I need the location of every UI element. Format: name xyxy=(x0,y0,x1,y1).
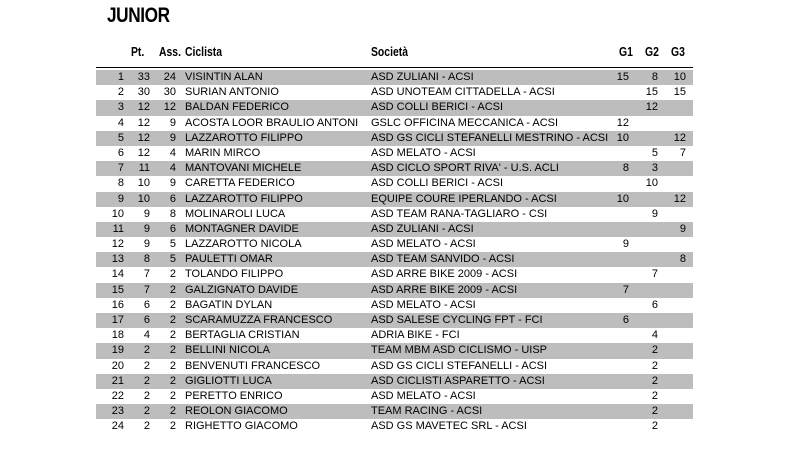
cell-position: 22 xyxy=(111,389,124,402)
cell-rider-name: BERTAGLIA CRISTIAN xyxy=(185,329,300,342)
table-row xyxy=(96,419,693,434)
cell-team: ASD UNOTEAM CITTADELLA - ACSI xyxy=(371,86,555,99)
cell-rider-name: REOLON GIACOMO xyxy=(185,405,288,418)
cell-position: 12 xyxy=(111,238,124,251)
table-row xyxy=(96,343,693,358)
cell-points: 2 xyxy=(143,420,150,433)
cell-position: 3 xyxy=(117,101,124,114)
cell-position: 17 xyxy=(111,314,124,326)
table-row xyxy=(96,359,693,374)
cell-position: 15 xyxy=(111,283,124,296)
cell-rider-name: GIGLIOTTI LUCA xyxy=(185,374,272,387)
cell-g2: 2 xyxy=(651,405,658,418)
cell-g1: 6 xyxy=(622,314,629,326)
cell-ass: 4 xyxy=(169,146,176,159)
cell-team: ASD GS MAVETEC SRL - ACSI xyxy=(371,420,527,433)
cell-position: 21 xyxy=(111,374,124,387)
cell-team: ADRIA BIKE - FCI xyxy=(371,329,460,342)
cell-points: 11 xyxy=(138,162,150,175)
header-ass: Ass. xyxy=(159,44,181,59)
cell-points: 8 xyxy=(143,253,150,266)
results-table xyxy=(96,70,693,435)
cell-team: ASD ARRE BIKE 2009 - ACSI xyxy=(371,283,518,296)
cell-team: ASD MELATO - ACSI xyxy=(371,298,476,311)
cell-points: 33 xyxy=(137,71,150,83)
table-row xyxy=(96,176,693,191)
cell-team: ASD SALESE CYCLING FPT - FCI xyxy=(371,314,543,326)
cell-rider-name: BALDAN FEDERICO xyxy=(185,101,289,114)
cell-ass: 6 xyxy=(169,192,176,205)
cell-team: EQUIPE COURE IPERLANDO - ACSI xyxy=(371,192,557,205)
table-row xyxy=(96,267,693,282)
cell-rider-name: LAZZAROTTO NICOLA xyxy=(185,238,302,251)
cell-rider-name: PERETTO ENRICO xyxy=(185,389,283,402)
table-row xyxy=(96,85,693,100)
header-g1: G1 xyxy=(619,44,633,59)
cell-position: 5 xyxy=(117,131,124,144)
cell-team: TEAM MBM ASD CICLISMO - UISP xyxy=(371,344,548,357)
cell-team: ASD MELATO - ACSI xyxy=(371,238,476,251)
cell-ass: 5 xyxy=(169,238,176,251)
cell-team: ASD ARRE BIKE 2009 - ACSI xyxy=(371,268,518,281)
cell-ass: 2 xyxy=(169,314,176,326)
cell-rider-name: ACOSTA LOOR BRAULIO ANTONI xyxy=(185,116,359,129)
cell-ass: 24 xyxy=(163,71,176,83)
cell-g2: 2 xyxy=(651,374,658,387)
cell-points: 6 xyxy=(143,314,150,326)
cell-g3: 10 xyxy=(673,71,686,83)
cell-g3: 15 xyxy=(673,86,686,99)
cell-ass: 9 xyxy=(169,177,176,190)
cell-rider-name: MARIN MIRCO xyxy=(185,146,261,159)
cell-g1: 10 xyxy=(616,192,629,205)
cell-g1: 9 xyxy=(622,238,629,251)
cell-points: 7 xyxy=(143,268,150,281)
cell-points: 7 xyxy=(143,283,150,296)
cell-ass: 9 xyxy=(169,131,176,144)
page-title: JUNIOR xyxy=(107,4,170,27)
cell-points: 9 xyxy=(143,207,150,220)
table-row xyxy=(96,374,693,389)
cell-g2: 2 xyxy=(651,389,658,402)
cell-ass: 6 xyxy=(169,222,176,235)
cell-points: 9 xyxy=(143,222,150,235)
cell-team: ASD MELATO - ACSI xyxy=(371,389,476,402)
cell-ass: 2 xyxy=(169,374,176,387)
cell-g2: 6 xyxy=(651,298,658,311)
cell-rider-name: SCARAMUZZA FRANCESCO xyxy=(185,314,333,326)
cell-rider-name: LAZZAROTTO FILIPPO xyxy=(185,192,303,205)
header-pt: Pt. xyxy=(131,44,145,59)
cell-ass: 2 xyxy=(169,405,176,418)
cell-rider-name: BENVENUTI FRANCESCO xyxy=(185,359,321,372)
cell-team: ASD MELATO - ACSI xyxy=(371,146,476,159)
cell-g3: 9 xyxy=(679,222,686,235)
table-row xyxy=(96,404,693,419)
table-row xyxy=(96,283,693,298)
cell-g2: 3 xyxy=(651,162,658,175)
cell-position: 16 xyxy=(111,298,124,311)
cell-rider-name: MONTAGNER DAVIDE xyxy=(185,222,299,235)
cell-ass: 5 xyxy=(169,253,176,266)
table-row xyxy=(96,313,693,328)
cell-position: 9 xyxy=(117,192,124,205)
table-row xyxy=(96,252,693,267)
cell-rider-name: BAGATIN DYLAN xyxy=(185,298,273,311)
cell-team: ASD CICLO SPORT RIVA' - U.S. ACLI xyxy=(371,162,559,175)
cell-position: 8 xyxy=(117,177,124,190)
cell-rider-name: PAULETTI OMAR xyxy=(185,253,273,266)
cell-points: 12 xyxy=(137,101,150,114)
table-row xyxy=(96,328,693,343)
cell-g3: 12 xyxy=(673,192,686,205)
cell-points: 12 xyxy=(137,146,150,159)
header-divider xyxy=(96,67,693,68)
cell-points: 10 xyxy=(137,177,150,190)
cell-g2: 4 xyxy=(651,329,658,342)
header-societa: Società xyxy=(371,44,408,59)
cell-g1: 8 xyxy=(622,162,629,175)
table-row xyxy=(96,237,693,252)
cell-ass: 2 xyxy=(169,389,176,402)
cell-g2: 12 xyxy=(645,101,658,114)
cell-points: 2 xyxy=(143,359,150,372)
cell-rider-name: CARETTA FEDERICO xyxy=(185,177,295,190)
table-row xyxy=(96,116,693,131)
cell-ass: 2 xyxy=(169,344,176,357)
cell-team: ASD TEAM RANA-TAGLIARO - CSI xyxy=(371,207,548,220)
cell-ass: 2 xyxy=(169,359,176,372)
cell-team: ASD ZULIANI - ACSI xyxy=(371,222,474,235)
cell-rider-name: SURIAN ANTONIO xyxy=(185,86,279,99)
cell-position: 18 xyxy=(111,329,124,342)
table-row xyxy=(96,70,693,85)
table-row xyxy=(96,298,693,313)
cell-team: ASD GS CICLI STEFANELLI - ACSI xyxy=(371,359,548,372)
cell-ass: 2 xyxy=(169,268,176,281)
cell-g2: 2 xyxy=(651,420,658,433)
cell-g1: 10 xyxy=(616,131,629,144)
cell-team: TEAM RACING - ACSI xyxy=(371,405,483,418)
table-row xyxy=(96,207,693,222)
cell-ass: 4 xyxy=(169,162,176,175)
cell-position: 4 xyxy=(117,116,124,129)
cell-team: ASD COLLI BERICI - ACSI xyxy=(371,177,504,190)
table-row xyxy=(96,222,693,237)
cell-team: ASD CICLISTI ASPARETTO - ACSI xyxy=(371,374,545,387)
cell-position: 24 xyxy=(111,420,124,433)
cell-position: 14 xyxy=(111,268,124,281)
cell-position: 13 xyxy=(111,253,124,266)
cell-ass: 9 xyxy=(169,116,176,129)
table-row xyxy=(96,192,693,207)
cell-g2: 5 xyxy=(651,146,658,159)
cell-g3: 8 xyxy=(679,253,686,266)
cell-ass: 2 xyxy=(169,420,176,433)
cell-position: 1 xyxy=(117,71,124,83)
cell-team: ASD ZULIANI - ACSI xyxy=(371,71,474,83)
cell-g2: 8 xyxy=(651,71,658,83)
cell-ass: 8 xyxy=(169,207,176,220)
cell-rider-name: VISINTIN ALAN xyxy=(185,71,263,83)
header-g2: G2 xyxy=(645,44,659,59)
cell-position: 6 xyxy=(117,146,124,159)
cell-g3: 12 xyxy=(673,131,686,144)
cell-g2: 2 xyxy=(651,344,658,357)
cell-points: 9 xyxy=(143,238,150,251)
cell-team: ASD COLLI BERICI - ACSI xyxy=(371,101,504,114)
cell-team: GSLC OFFICINA MECCANICA - ACSI xyxy=(371,116,559,129)
cell-rider-name: MANTOVANI MICHELE xyxy=(185,162,302,175)
cell-team: ASD GS CICLI STEFANELLI MESTRINO - ACSI xyxy=(371,131,609,144)
cell-points: 12 xyxy=(137,131,150,144)
cell-g3: 7 xyxy=(679,146,686,159)
cell-position: 23 xyxy=(111,405,124,418)
cell-points: 6 xyxy=(143,298,150,311)
cell-g2: 2 xyxy=(651,359,658,372)
cell-g1: 15 xyxy=(616,71,629,83)
table-row xyxy=(96,389,693,404)
cell-g2: 9 xyxy=(651,207,658,220)
cell-ass: 2 xyxy=(169,298,176,311)
cell-position: 10 xyxy=(111,207,124,220)
cell-rider-name: LAZZAROTTO FILIPPO xyxy=(185,131,303,144)
cell-points: 10 xyxy=(137,192,150,205)
cell-g2: 10 xyxy=(645,177,658,190)
cell-position: 11 xyxy=(112,222,124,235)
cell-points: 2 xyxy=(143,389,150,402)
cell-position: 19 xyxy=(111,344,124,357)
cell-rider-name: TOLANDO FILIPPO xyxy=(185,268,284,281)
cell-rider-name: MOLINAROLI LUCA xyxy=(185,207,286,220)
cell-ass: 2 xyxy=(169,283,176,296)
cell-points: 2 xyxy=(143,374,150,387)
cell-g1: 7 xyxy=(622,283,629,296)
cell-team: ASD TEAM SANVIDO - ACSI xyxy=(371,253,515,266)
cell-points: 30 xyxy=(137,86,150,99)
header-ciclista: Ciclista xyxy=(185,44,222,59)
cell-ass: 2 xyxy=(169,329,176,342)
cell-rider-name: GALZIGNATO DAVIDE xyxy=(185,283,299,296)
table-row xyxy=(96,146,693,161)
cell-position: 7 xyxy=(117,162,124,175)
cell-position: 2 xyxy=(117,86,124,99)
cell-g1: 12 xyxy=(616,116,629,129)
cell-ass: 12 xyxy=(163,101,176,114)
cell-g2: 15 xyxy=(645,86,658,99)
cell-rider-name: BELLINI NICOLA xyxy=(185,344,270,357)
cell-points: 4 xyxy=(143,329,150,342)
cell-g2: 7 xyxy=(651,268,658,281)
cell-rider-name: RIGHETTO GIACOMO xyxy=(185,420,298,433)
cell-points: 2 xyxy=(143,344,150,357)
cell-position: 20 xyxy=(111,359,124,372)
table-row xyxy=(96,161,693,176)
header-g3: G3 xyxy=(671,44,685,59)
table-row xyxy=(96,131,693,146)
cell-points: 2 xyxy=(143,405,150,418)
table-row xyxy=(96,100,693,115)
cell-ass: 30 xyxy=(163,86,176,99)
cell-points: 12 xyxy=(137,116,150,129)
